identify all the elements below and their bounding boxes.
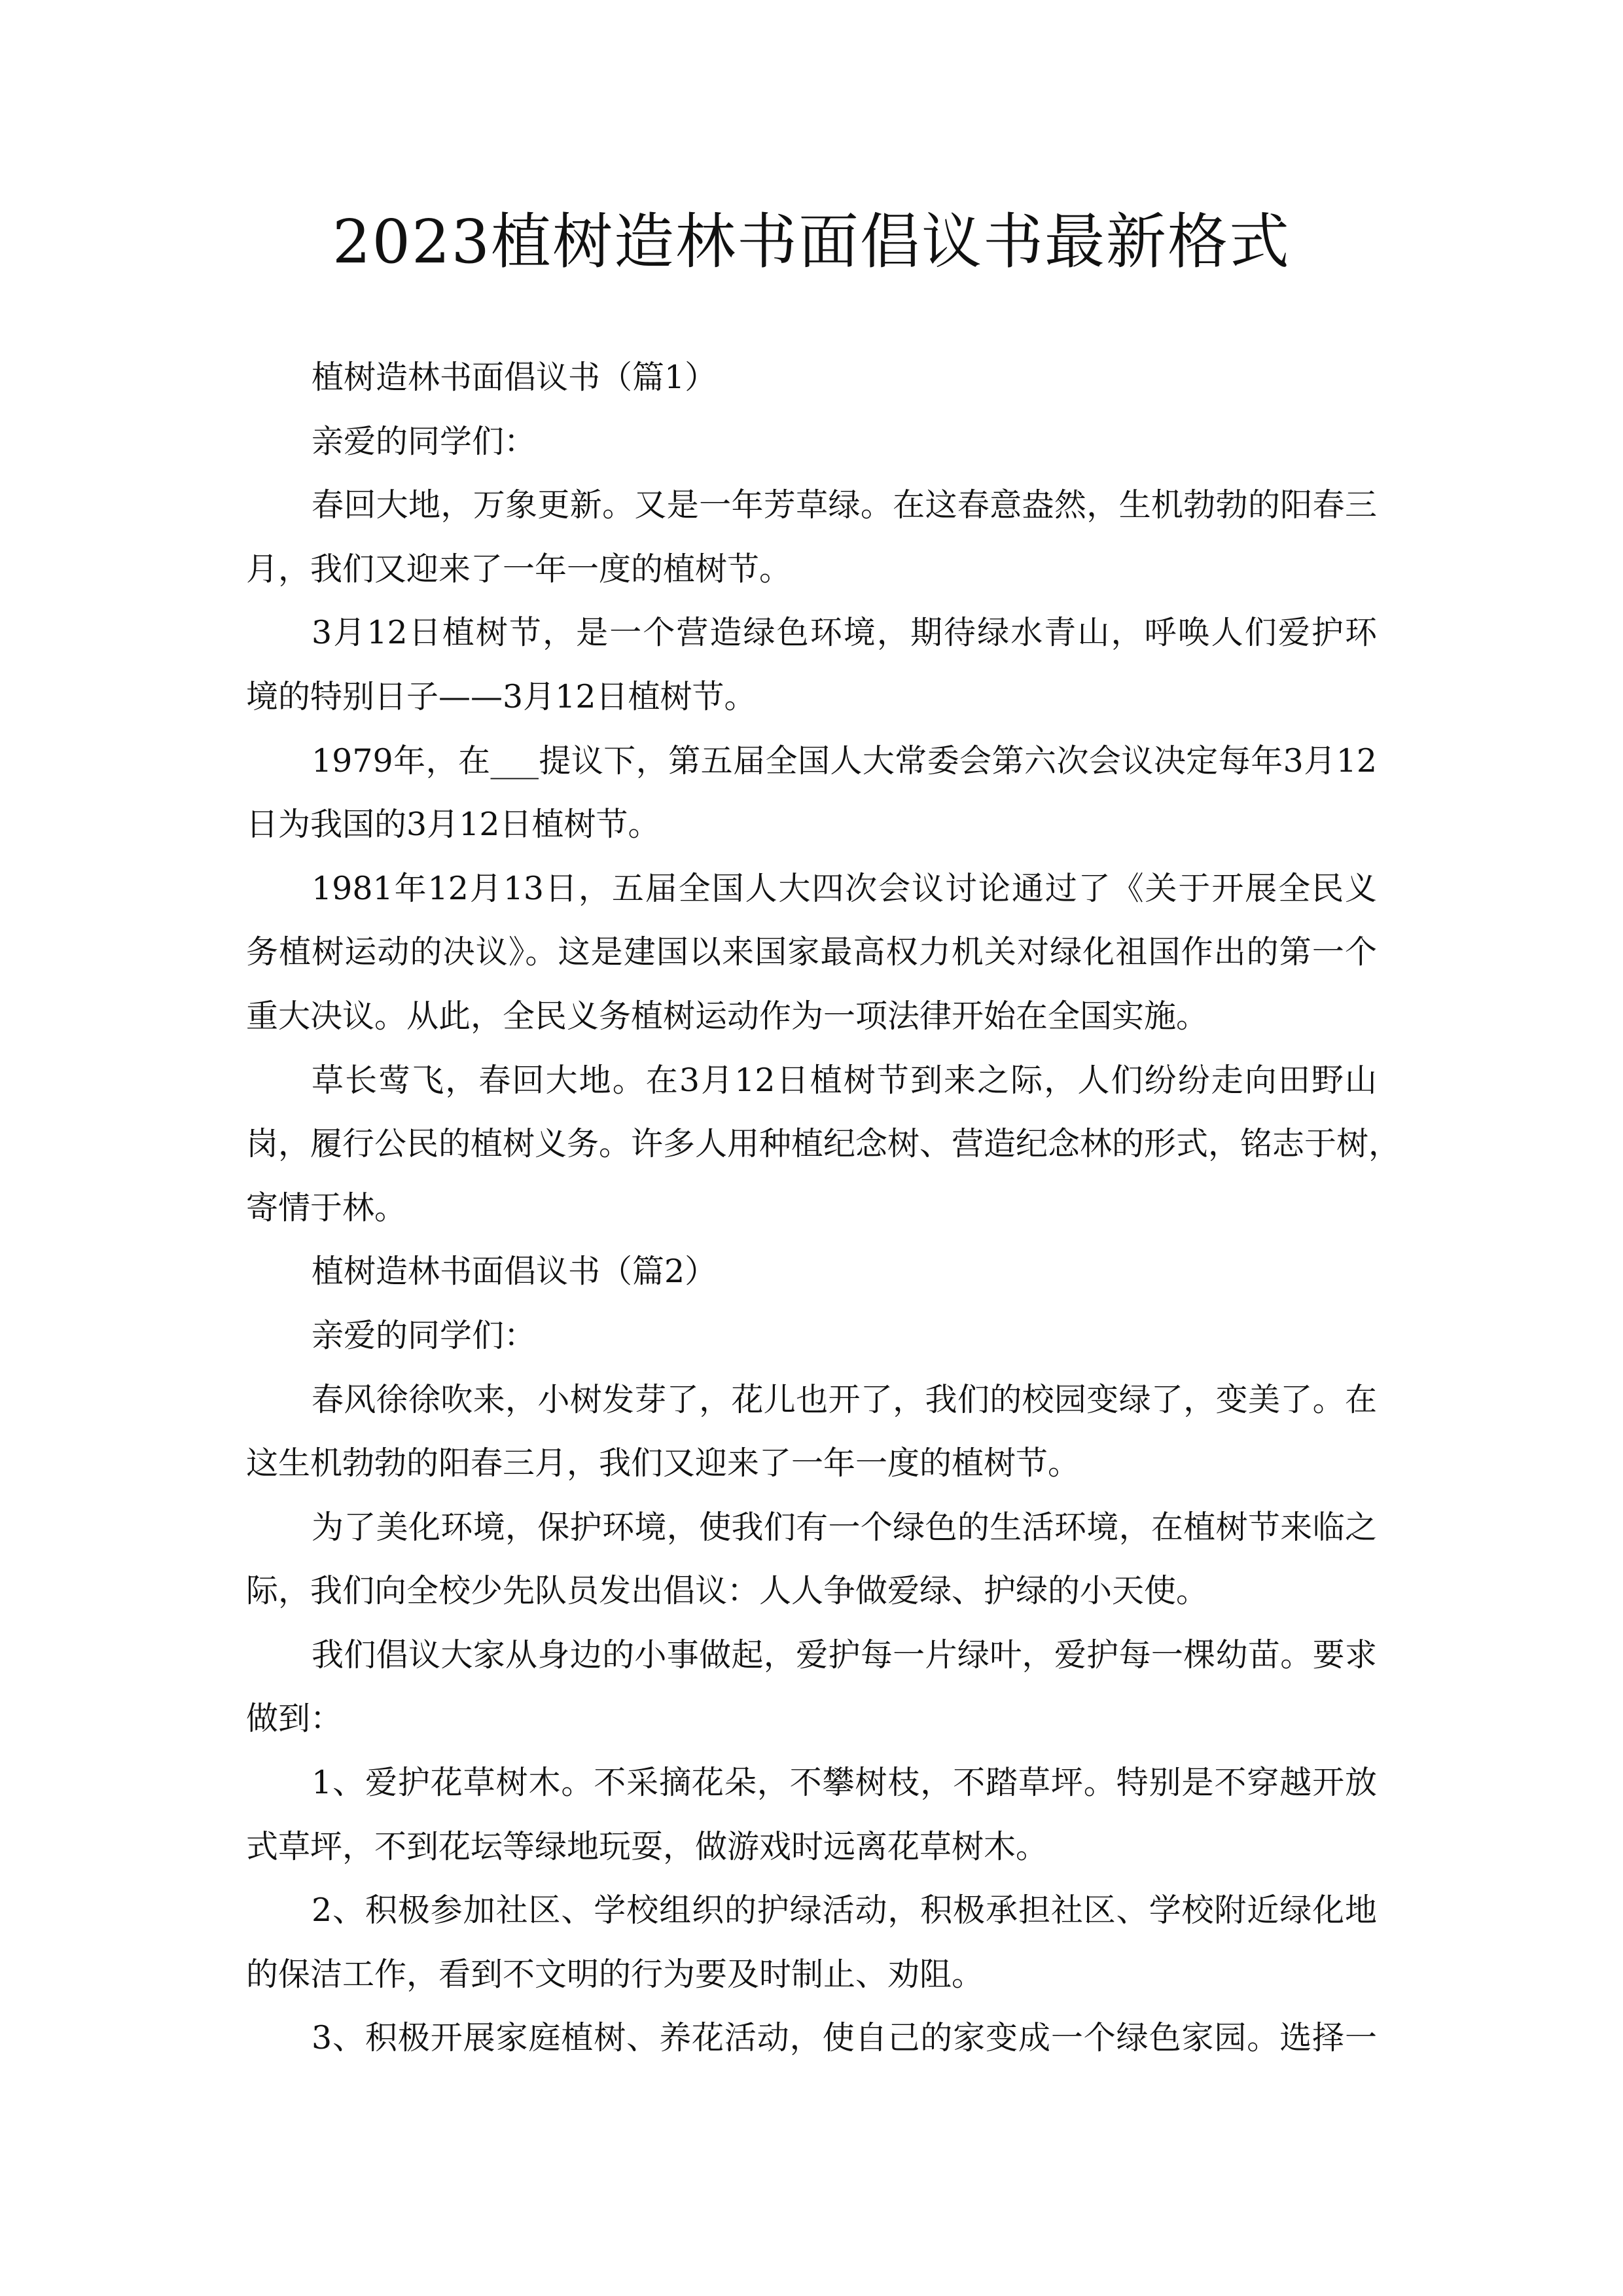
paragraph <box>246 1368 1377 1496</box>
paragraph <box>246 473 1377 601</box>
paragraph-line: 亲爱的同学们： <box>312 422 537 460</box>
paragraph-line: 1、爱护花草树木。不采摘花朵，不攀树枝，不踏草坪。特别是不穿越开放 <box>312 1764 1377 1802</box>
paragraph <box>246 1240 1377 1304</box>
paragraph <box>246 857 1377 1049</box>
paragraph-line: 植树造林书面倡议书（篇1） <box>312 359 717 396</box>
paragraph <box>246 1304 1377 1368</box>
paragraph-line: 春风徐徐吹来，小树发芽了，花儿也开了，我们的校园变绿了，变美了。在 <box>312 1380 1377 1418</box>
paragraph <box>246 1496 1377 1623</box>
paragraph-line: 的保洁工作，看到不文明的行为要及时制止、劝阻。 <box>246 1955 984 1993</box>
paragraph-line: 岗，履行公民的植树义务。许多人用种植纪念树、营造纪念林的形式，铭志于树， <box>246 1125 1401 1163</box>
paragraph <box>246 2006 1377 2070</box>
paragraph-line: 做到： <box>246 1700 343 1738</box>
paragraph-line: 重大决议。从此，全民义务植树运动作为一项法律开始在全国实施。 <box>246 997 1209 1035</box>
paragraph-line: 2、积极参加社区、学校组织的护绿活动，积极承担社区、学校附近绿化地 <box>312 1892 1377 1929</box>
paragraph-line: 境的特别日子——3月12日植树节。 <box>246 677 757 715</box>
paragraph-line: 春回大地，万象更新。又是一年芳草绿。在这春意盎然，生机勃勃的阳春三 <box>312 486 1377 524</box>
paragraph-line: 亲爱的同学们： <box>312 1316 537 1354</box>
paragraph-line: 月，我们又迎来了一年一度的植树节。 <box>246 550 792 588</box>
paragraph <box>246 346 1377 410</box>
document-title: 2023植树造林书面倡议书最新格式 <box>332 207 1291 277</box>
paragraph <box>246 729 1377 857</box>
paragraph <box>246 1751 1377 1878</box>
paragraph-line: 植树造林书面倡议书（篇2） <box>312 1253 717 1291</box>
paragraph-line: 际，我们向全校少先队员发出倡议：人人争做爱绿、护绿的小天使。 <box>246 1572 1209 1610</box>
document-body <box>246 346 1401 2070</box>
paragraph-line: 务植树运动的决议》。这是建国以来国家最高权力机关对绿化祖国作出的第一个 <box>246 933 1377 971</box>
paragraph <box>246 1878 1377 2006</box>
paragraph-line: 3月12日植树节，是一个营造绿色环境，期待绿水青山，呼唤人们爱护环 <box>312 614 1377 652</box>
paragraph <box>246 1623 1377 1751</box>
paragraph-line: 草长莺飞，春回大地。在3月12日植树节到来之际，人们纷纷走向田野山 <box>312 1061 1377 1099</box>
paragraph-line: 1979年，在___提议下，第五届全国人大常委会第六次会议决定每年3月12 <box>312 742 1377 780</box>
paragraph-line: 为了美化环境，保护环境，使我们有一个绿色的生活环境，在植树节来临之 <box>312 1508 1377 1546</box>
paragraph-line: 日为我国的3月12日植树节。 <box>246 806 660 844</box>
paragraph-line: 式草坪，不到花坛等绿地玩耍，做游戏时远离花草树木。 <box>246 1827 1048 1865</box>
paragraph <box>246 410 1377 474</box>
paragraph-line: 这生机勃勃的阳春三月，我们又迎来了一年一度的植树节。 <box>246 1444 1080 1482</box>
paragraph-line: 3、积极开展家庭植树、养花活动，使自己的家变成一个绿色家园。选择一 <box>312 2019 1377 2057</box>
paragraph-line: 寄情于林。 <box>246 1189 407 1227</box>
paragraph <box>246 601 1377 728</box>
paragraph-line: 1981年12月13日，五届全国人大四次会议讨论通过了《关于开展全民义 <box>312 869 1377 907</box>
paragraph <box>246 1049 1401 1240</box>
paragraph-line: 我们倡议大家从身边的小事做起，爱护每一片绿叶，爱护每一棵幼苗。要求 <box>312 1636 1377 1674</box>
